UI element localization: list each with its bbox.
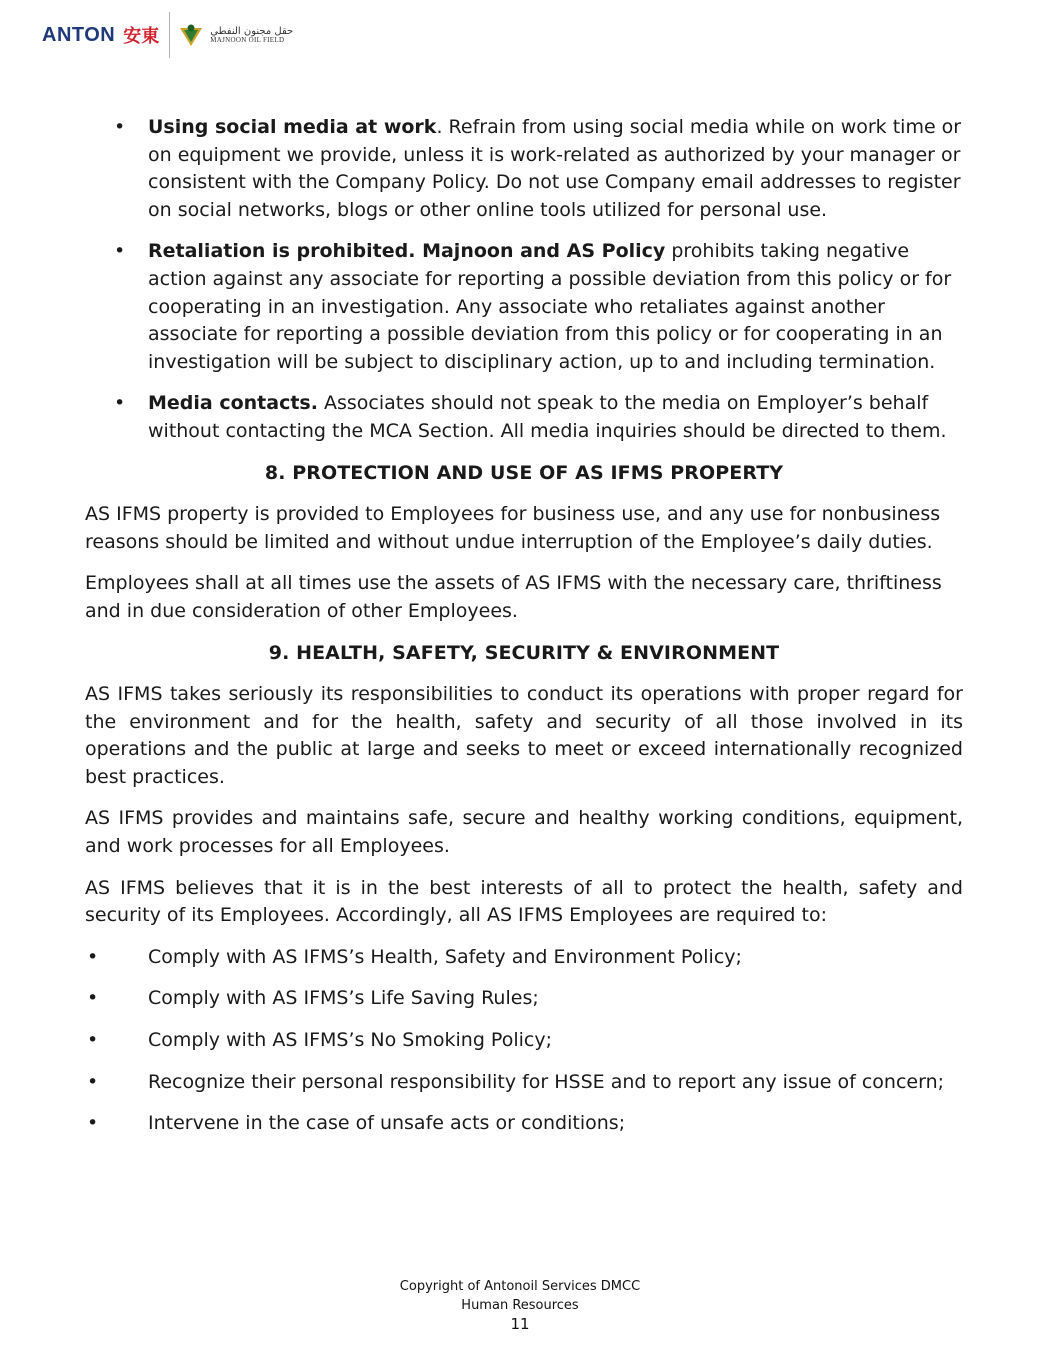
bullet-text: prohibits taking negative action against any associate for reporting a possible deviation from this policy or for cooperating in an investigation. Any associate who retaliates against another associate for reporting a possible deviation from this policy or for cooperating in an investigation will be subject to disciplinary action, up to and including termination. (148, 240, 952, 373)
majnoon-arabic-name: حقل مجنون النفطي (210, 25, 294, 37)
header-divider (169, 12, 170, 58)
list-item (85, 390, 963, 445)
list-item (85, 238, 963, 376)
list-item (85, 1110, 963, 1138)
bullet-lead: Media contacts. (148, 392, 318, 415)
bullet-dot: • (114, 392, 126, 415)
bullet-dot: • (87, 1029, 99, 1052)
bullet-text: . Refrain from using social media while on work time or on equipment we provide, unless it is work-related as authorized by your manager or consistent with the Company Policy. Do not use Company email addresses to register on social networks, blogs or other online tools utilized for personal use. (148, 116, 962, 221)
document-body (85, 114, 963, 1152)
footer-department: Human Resources (461, 1298, 579, 1313)
hsse-requirements-list (85, 944, 963, 1138)
requirement-text: Comply with AS IFMS’s No Smoking Policy; (148, 1029, 552, 1052)
bullet-dot: • (114, 240, 126, 263)
conduct-bullet-list (85, 114, 963, 446)
section-8-paragraph: Employees shall at all times use the assets of AS IFMS with the necessary care, thriftiness and in due consideration of other Employees. (85, 572, 942, 622)
requirement-text: Comply with AS IFMS’s Life Saving Rules; (148, 987, 539, 1010)
bullet-dot: • (87, 1112, 99, 1135)
list-item (85, 1027, 963, 1055)
bullet-lead: Retaliation is prohibited. Majnoon and AS Policy (148, 240, 666, 263)
page-number: 11 (510, 1315, 530, 1333)
requirement-text: Comply with AS IFMS’s Health, Safety and Environment Policy; (148, 945, 742, 968)
section-9-paragraph: AS IFMS takes seriously its responsibilities to conduct its operations with proper regard for the environment and for the health, safety and security of all those involved in its operations and the public at large and seeks to meet or exceed internationally recognized best practices. (85, 683, 963, 788)
requirement-text: Recognize their personal responsibility for HSSE and to report any issue of concern; (148, 1070, 945, 1093)
list-item (85, 944, 963, 972)
section-9-heading: 9. HEALTH, SAFETY, SECURITY & ENVIRONMENT (268, 641, 780, 664)
section-8-heading: 8. PROTECTION AND USE OF AS IFMS PROPERTY (264, 461, 784, 484)
page-header (42, 10, 293, 60)
majnoon-logo-icon (178, 22, 204, 48)
section-9-paragraph: AS IFMS believes that it is in the best interests of all to protect the health, safety and security of its Employees. Accordingly, all AS IFMS Employees are required to: (85, 876, 963, 927)
page-footer (0, 1277, 1040, 1334)
list-item (85, 1069, 963, 1097)
bullet-dot: • (87, 987, 99, 1010)
list-item (85, 985, 963, 1013)
majnoon-english-name: MAJNOON OIL FIELD (210, 35, 285, 44)
list-item (85, 114, 963, 224)
bullet-dot: • (114, 116, 126, 138)
bullet-dot: • (87, 1070, 99, 1093)
requirement-text: Intervene in the case of unsafe acts or conditions; (148, 1112, 626, 1135)
anton-logo-chinese: 安東 (123, 26, 160, 47)
majnoon-logo-text (210, 27, 293, 44)
section-9-paragraph: AS IFMS provides and maintains safe, secure and healthy working conditions, equipment, and work processes for all Employees. (85, 807, 963, 858)
section-8-paragraph: AS IFMS property is provided to Employees for business use, and any use for nonbusiness reasons should be limited and without undue interruption of the Employee’s daily duties. (85, 503, 941, 553)
bullet-lead: Using social media at work (148, 116, 437, 138)
bullet-text: Associates should not speak to the media on Employer’s behalf without contacting the MCA Section. All media inquiries should be directed to them. (148, 392, 947, 442)
anton-logo-text: ANTON (42, 23, 116, 46)
bullet-dot: • (87, 945, 99, 968)
footer-copyright: Copyright of Antonoil Services DMCC (399, 1279, 641, 1294)
